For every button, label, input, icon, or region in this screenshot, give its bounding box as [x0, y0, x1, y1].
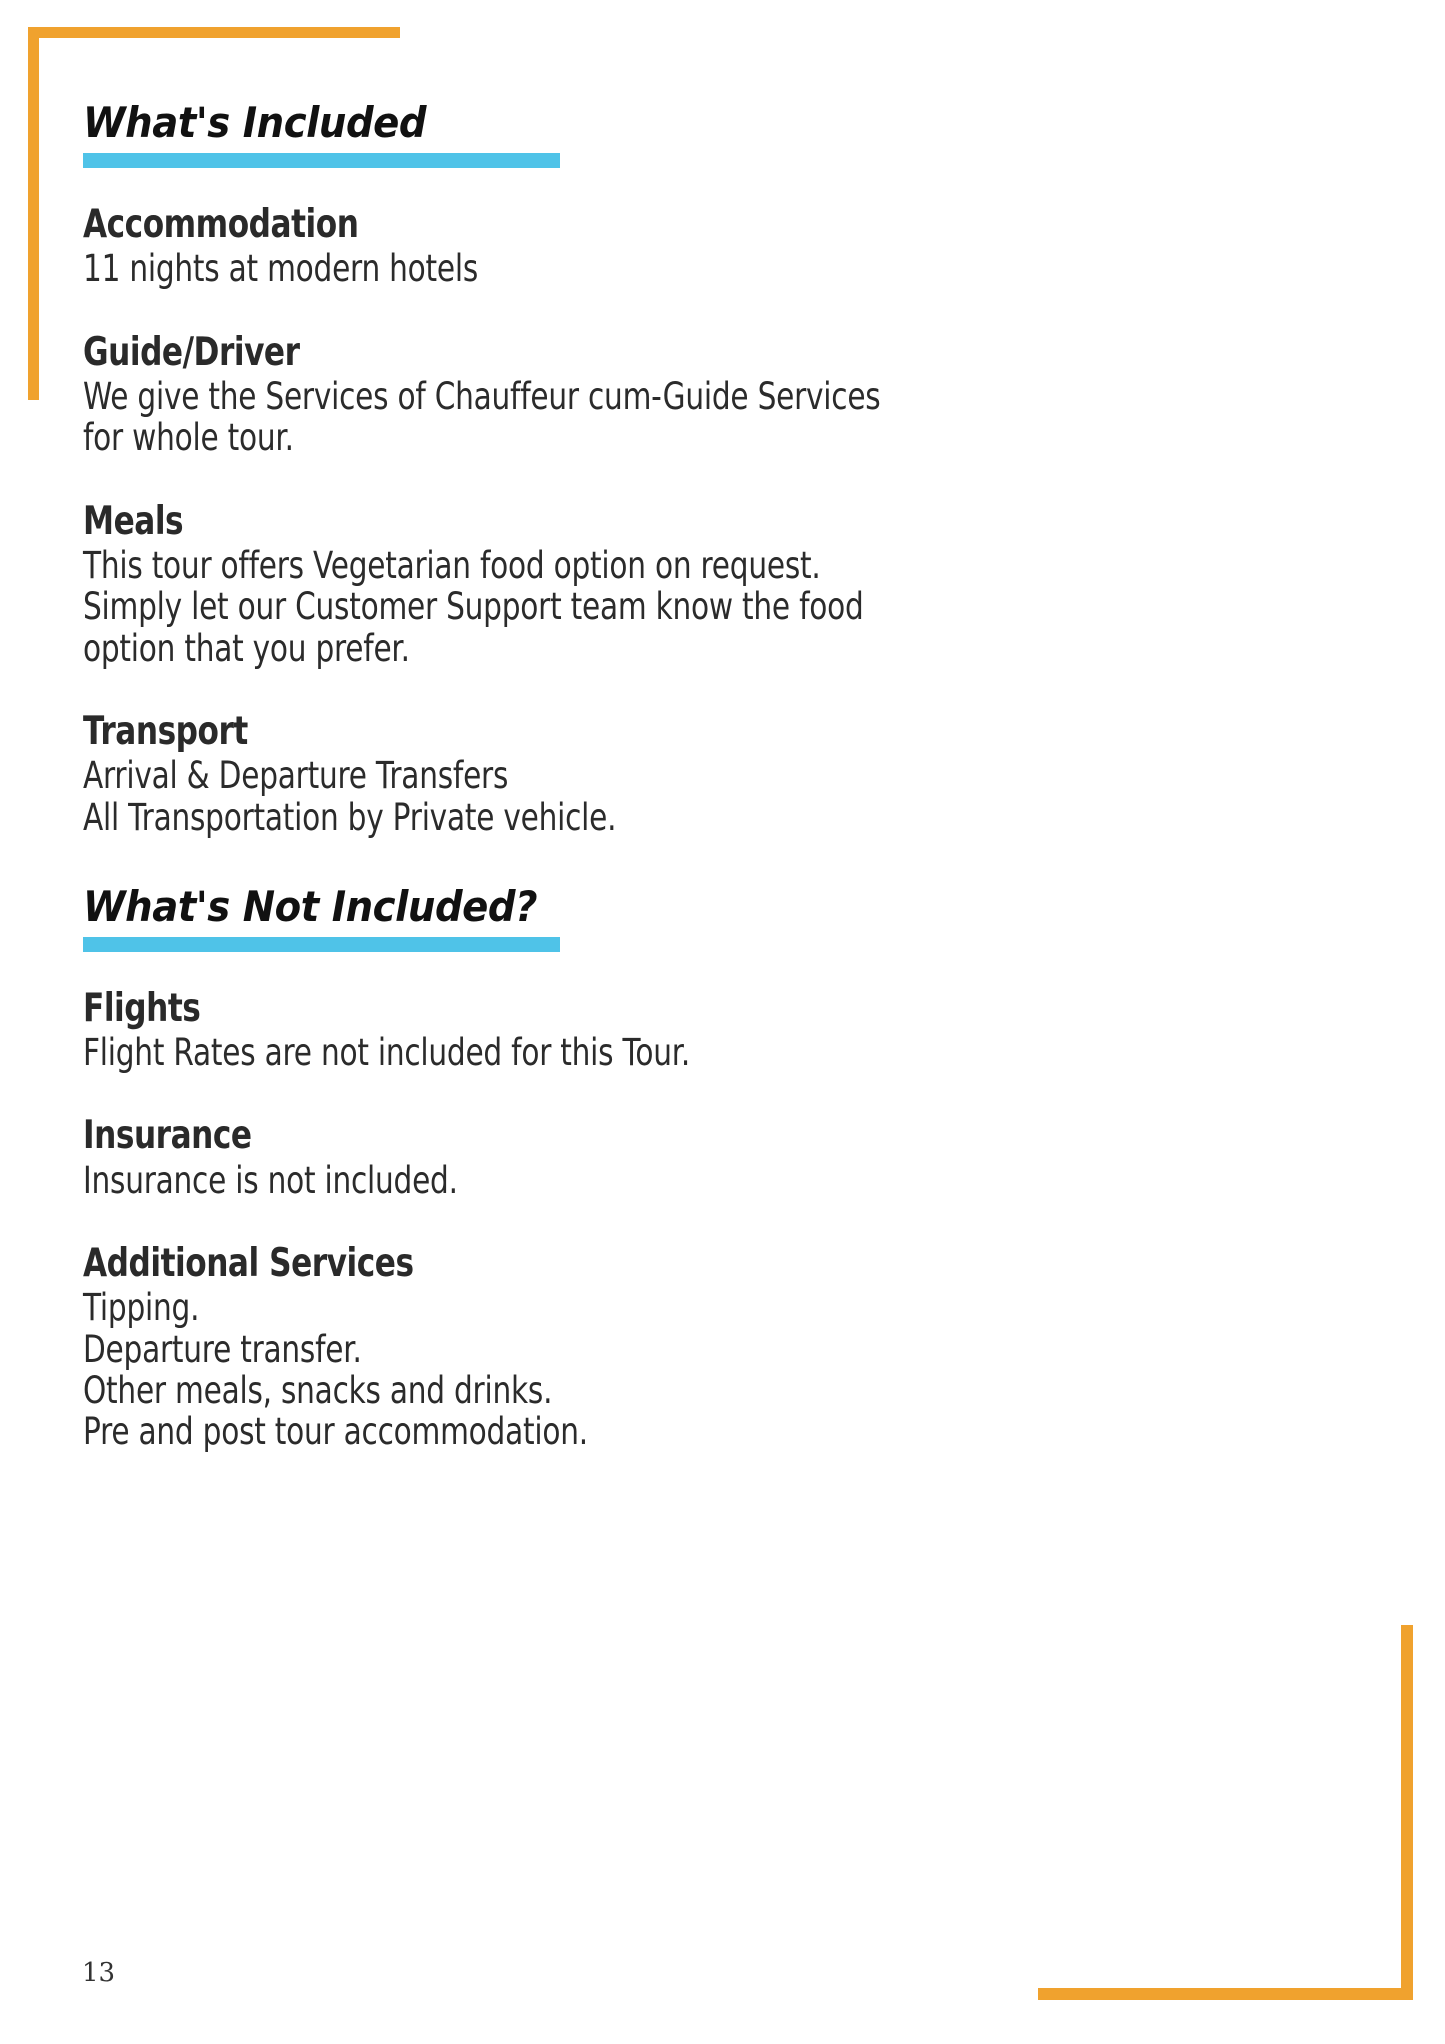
item-body [83, 376, 1359, 459]
body-line: option that you prefer. [83, 626, 410, 670]
section-whats-not-included [83, 881, 1359, 952]
item-title: Guide/Driver [83, 329, 300, 375]
item-accommodation [83, 204, 1359, 290]
body-line: We give the Services of Chauffeur cum-Guide Services [83, 374, 881, 418]
item-body [83, 1032, 1359, 1073]
body-line: for whole tour. [83, 416, 294, 460]
heading-underline-rule [83, 153, 560, 168]
item-meals [83, 498, 1359, 670]
item-body [83, 1287, 1359, 1453]
body-line: Pre and post tour accommodation. [83, 1410, 588, 1454]
item-title: Accommodation [83, 202, 359, 247]
item-additional-services [83, 1243, 1359, 1453]
corner-bracket-top-left-vertical [28, 27, 39, 400]
item-insurance [83, 1115, 1359, 1201]
item-flights [83, 985, 1359, 1075]
body-line: All Transportation by Private vehicle. [83, 795, 617, 839]
item-transport [83, 708, 1359, 839]
item-title: Additional Services [83, 1241, 414, 1287]
item-title: Insurance [83, 1113, 252, 1159]
corner-bracket-bottom-right-vertical [1401, 1625, 1413, 2000]
body-line: Departure transfer. [83, 1327, 362, 1371]
item-body [83, 1160, 1359, 1201]
content-column [83, 0, 1359, 2044]
item-guide-driver [83, 329, 1359, 460]
section-heading-whats-included: What's Included [83, 98, 427, 147]
section-heading-whats-not-included: What's Not Included? [83, 881, 538, 931]
body-line: 11 nights at modern hotels [83, 247, 479, 291]
section-whats-included [83, 98, 1359, 168]
body-line: Arrival & Departure Transfers [83, 754, 509, 798]
heading-underline-rule [83, 937, 560, 952]
page-number: 13 [82, 1958, 116, 1988]
item-title: Flights [83, 985, 201, 1031]
item-body [83, 755, 1359, 838]
item-body [83, 248, 1359, 289]
body-line: Insurance is not included. [83, 1158, 458, 1202]
item-body [83, 545, 1359, 669]
item-title: Transport [83, 708, 248, 754]
body-line: Flight Rates are not included for this Tour. [83, 1031, 691, 1075]
item-title: Meals [83, 498, 184, 544]
body-line: Simply let our Customer Support team know the food [83, 585, 864, 629]
body-line: Tipping. [83, 1286, 200, 1330]
body-line: Other meals, snacks and drinks. [83, 1369, 553, 1413]
body-line: This tour offers Vegetarian food option on request. [83, 543, 821, 587]
